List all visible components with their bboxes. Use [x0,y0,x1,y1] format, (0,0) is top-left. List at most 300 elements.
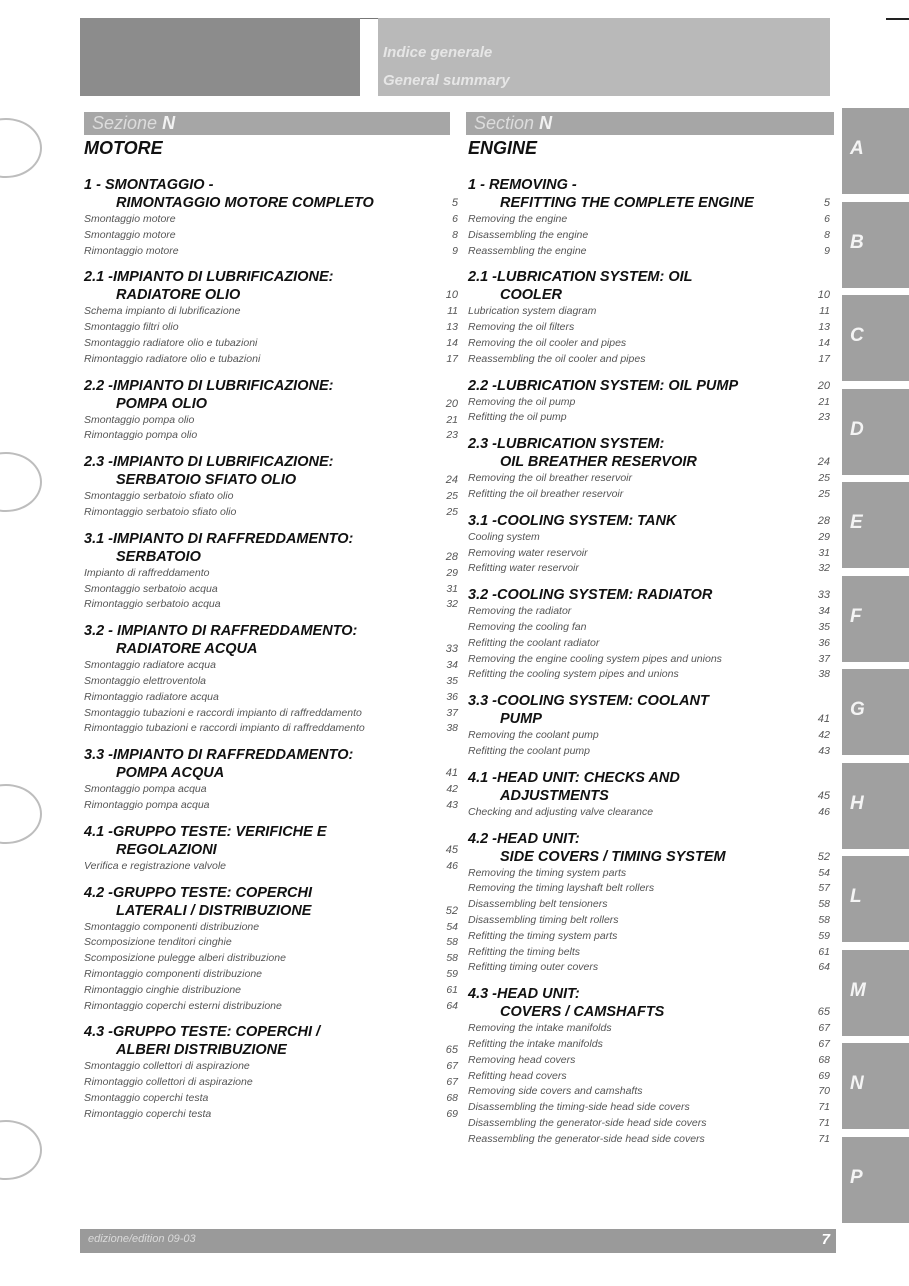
entry-page-number: 61 [818,945,830,958]
entry-title: Removing the timing layshaft belt rollers [468,882,655,895]
entry-title: Removing the oil filters [468,321,575,334]
chapter-page-number: 20 [817,379,830,392]
footer-bar [80,1229,836,1253]
toc-chapter [468,769,830,821]
chapter-page-number: 24 [817,456,830,469]
section-tab-b[interactable] [842,202,909,288]
chapter-title-line1: 2.3 -LUBRICATION SYSTEM: [468,436,665,453]
entry-title: Removing the intake manifolds [468,1022,612,1035]
binder-hole [0,452,42,512]
chapter-title-line1: 4.3 -GRUPPO TESTE: COPERCHI / [84,1024,321,1041]
toc-entry[interactable] [468,866,830,882]
entry-page-number: 58 [818,913,830,926]
toc-entry[interactable] [84,798,458,814]
entry-title: Removing side covers and camshafts [468,1085,643,1098]
chapter-heading[interactable] [84,268,458,304]
entry-page-number: 21 [818,395,830,408]
toc-entry[interactable] [468,913,830,929]
chapter-title-line2: LATERALI / DISTRIBUZIONE [116,902,312,919]
entry-title: Rimontaggio pompa acqua [84,798,210,811]
toc-entry[interactable] [84,212,458,228]
entry-page-number: 11 [447,305,458,318]
entry-title: Scomposizione pulegge alberi distribuzione [84,952,286,965]
page-number: 7 [821,1231,830,1248]
chapter-page-number: 24 [445,474,458,487]
section-tab-n[interactable] [842,1043,909,1129]
entry-page-number: 37 [446,706,458,719]
section-letter-italian: N [162,113,176,133]
section-bar-english [466,112,834,135]
chapter-title-line2: ADJUSTMENTS [500,787,609,804]
entry-page-number: 21 [446,413,458,426]
section-tab-g[interactable] [842,669,909,755]
chapter-heading[interactable] [468,830,830,866]
entry-title: Smontaggio motore [84,228,176,241]
entry-page-number: 9 [824,244,830,257]
binder-hole [0,118,42,178]
toc-entry[interactable] [468,1132,830,1148]
chapter-heading[interactable] [468,512,830,530]
entry-page-number: 64 [818,961,830,974]
entry-page-number: 31 [818,546,830,559]
section-tab-m[interactable] [842,950,909,1036]
entry-page-number: 58 [446,936,458,949]
toc-entry[interactable] [84,582,458,598]
chapter-heading[interactable] [468,586,830,604]
section-tab-letter: G [850,699,865,720]
section-tab-letter: E [850,512,863,533]
entry-page-number: 17 [446,352,458,365]
toc-entry[interactable] [84,566,458,582]
entry-page-number: 14 [818,336,830,349]
toc-chapter [84,453,458,521]
chapter-page-number: 45 [817,789,830,802]
section-tab-letter: M [850,979,866,1001]
entry-title: Rimontaggio serbatoio sfiato olio [84,505,237,518]
toc-entry[interactable] [468,410,830,426]
entry-title: Smontaggio motore [84,213,176,225]
toc-entry[interactable] [84,983,458,999]
chapter-title-line2: OIL BREATHER RESERVOIR [500,454,697,471]
entry-page-number: 54 [446,920,458,933]
toc-entry[interactable] [84,244,458,260]
entry-page-number: 35 [446,674,458,687]
toc-chapter [468,692,830,760]
toc-entry[interactable] [84,920,458,936]
chapter-heading[interactable] [84,176,458,212]
entry-page-number: 25 [446,505,458,518]
entry-page-number: 43 [818,744,830,757]
chapter-title-line2: REFITTING THE COMPLETE ENGINE [500,195,754,211]
column-title-italian: MOTORE [84,138,163,158]
entry-title: Rimontaggio cinghie distribuzione [84,983,242,996]
entry-title: Verifica e registrazione valvole [84,859,227,872]
entry-page-number: 57 [818,882,830,895]
column-title-english: ENGINE [468,138,538,158]
toc-entry[interactable] [468,960,830,976]
chapter-heading[interactable] [468,692,830,728]
edition-label: edizione/edition 09-03 [88,1233,196,1245]
entry-title: Refitting the coolant pump [468,744,590,757]
entry-title: Smontaggio radiatore acqua [84,659,216,672]
header-title-italian: Indice generale [383,44,493,61]
entry-page-number: 25 [818,472,830,485]
toc-chapter [468,985,830,1147]
entry-title: Removing the coolant pump [468,729,599,742]
chapter-title-line2: POMPA OLIO [116,395,208,412]
toc-entry[interactable] [468,320,830,336]
toc-entry[interactable] [84,320,458,336]
chapter-heading[interactable] [468,377,830,395]
binder-hole [0,784,42,844]
toc-entry[interactable] [84,1059,458,1075]
toc-entry[interactable] [84,228,458,244]
toc-entry[interactable] [84,304,458,320]
section-tab-l[interactable] [842,856,909,942]
toc-entry[interactable] [84,1075,458,1091]
entry-page-number: 58 [818,898,830,911]
entry-page-number: 25 [818,487,830,500]
chapter-title-line2: ALBERI DISTRIBUZIONE [116,1042,287,1059]
entry-page-number: 29 [446,566,458,579]
toc-chapter [468,586,830,683]
chapter-title-line2: COOLER [500,287,563,304]
toc-entry[interactable] [468,1116,830,1132]
chapter-title-line1: 2.1 -IMPIANTO DI LUBRIFICAZIONE: [84,269,334,286]
entry-title: Removing water reservoir [468,546,588,559]
toc-chapter [468,830,830,977]
toc-entry[interactable] [468,728,830,744]
chapter-heading[interactable] [468,769,830,805]
chapter-heading[interactable] [84,823,458,859]
entry-page-number: 64 [446,999,458,1012]
toc-entry[interactable] [84,935,458,951]
entry-title: Smontaggio serbatoio sfiato olio [84,490,234,503]
entry-title: Smontaggio radiatore olio e tubazioni [84,336,258,349]
toc-entry[interactable] [84,674,458,690]
chapter-page-number: 20 [445,397,458,410]
entry-page-number: 32 [446,598,458,611]
toc-entry[interactable] [84,859,458,875]
toc-chapter [468,377,830,427]
toc-entry[interactable] [468,244,830,260]
entry-page-number: 37 [818,652,830,665]
entry-page-number: 29 [818,530,830,543]
toc-entry[interactable] [468,881,830,897]
entry-title: Refitting the coolant radiator [468,636,600,649]
entry-title: Removing the oil breather reservoir [468,472,632,485]
entry-title: Smontaggio pompa acqua [84,783,207,796]
entry-page-number: 68 [446,1091,458,1104]
toc-entry[interactable] [84,782,458,798]
toc-entry[interactable] [84,658,458,674]
toc-entry[interactable] [468,620,830,636]
chapter-heading[interactable] [84,1023,458,1059]
chapter-page-number: 45 [445,843,458,856]
toc-chapter [468,268,830,367]
section-label-italian: Sezione [92,113,158,133]
entry-title: Lubrication system diagram [468,305,597,318]
header-title-english: General summary [383,72,510,89]
chapter-title-line2: SIDE COVERS / TIMING SYSTEM [500,848,726,865]
section-tab-letter: H [850,792,864,814]
toc-entry[interactable] [84,999,458,1015]
entry-title: Rimontaggio radiatore olio e tubazioni [84,352,261,365]
entry-title: Rimontaggio componenti distribuzione [84,967,263,980]
entry-title: Impianto di raffreddamento [84,566,210,579]
toc-entry[interactable] [468,471,830,487]
toc-entry[interactable] [468,929,830,945]
toc-entry[interactable] [84,597,458,613]
chapter-page-number: 41 [445,767,458,780]
toc-entry[interactable] [84,336,458,352]
chapter-title-line1: 3.3 -IMPIANTO DI RAFFREDDAMENTO: [84,747,354,764]
toc-entry[interactable] [468,667,830,683]
entry-title: Smontaggio tubazioni e raccordi impianto di raffreddamento [84,706,362,719]
header-dark-block [80,18,360,96]
toc-chapter [84,377,458,445]
entry-page-number: 36 [818,636,830,649]
toc-entry[interactable] [84,721,458,737]
toc-entry[interactable] [468,636,830,652]
section-tab-letter: B [850,231,864,253]
chapter-page-number: 10 [817,289,830,302]
section-tab-letter: D [850,418,864,440]
entry-title: Refitting the timing belts [468,945,581,958]
chapter-heading[interactable] [84,453,458,489]
entry-title: Disassembling the timing-side head side covers [468,1101,690,1114]
entry-title: Rimontaggio serbatoio acqua [84,598,221,611]
toc-chapter [468,435,830,503]
entry-page-number: 34 [818,605,830,618]
entry-title: Smontaggio coperchi testa [84,1091,209,1104]
section-tab-c[interactable] [842,295,909,381]
chapter-title-line1: 3.1 -COOLING SYSTEM: TANK [468,512,677,529]
chapter-title-line1: 4.2 -HEAD UNIT: [468,830,580,847]
toc-chapter [84,176,458,259]
entry-page-number: 36 [446,690,458,703]
entry-page-number: 25 [446,490,458,503]
section-tab-letter: A [850,138,864,159]
entry-title: Checking and adjusting valve clearance [468,805,654,818]
chapter-title-line1: 4.1 -GRUPPO TESTE: VERIFICHE E [84,823,327,840]
entry-title: Reassembling the engine [468,244,587,257]
entry-page-number: 46 [446,859,458,872]
entry-title: Removing the engine [468,213,568,225]
toc-entry[interactable] [468,897,830,913]
toc-entry[interactable] [468,1053,830,1069]
entry-title: Refitting head covers [468,1069,567,1082]
toc-entry[interactable] [468,805,830,821]
entry-page-number: 35 [818,620,830,633]
toc-entry[interactable] [468,561,830,577]
chapter-title-line1: 1 - REMOVING - [468,177,577,193]
chapter-heading[interactable] [84,530,458,566]
entry-page-number: 31 [446,582,458,595]
entry-title: Reassembling the generator-side head side covers [468,1132,705,1145]
toc-entry[interactable] [84,1091,458,1107]
chapter-page-number: 65 [817,1006,830,1019]
entry-title: Disassembling belt tensioners [468,898,608,911]
chapter-title-line1: 2.1 -LUBRICATION SYSTEM: OIL [468,269,693,286]
chapter-title-line1: 2.2 -LUBRICATION SYSTEM: OIL PUMP [468,377,739,394]
entry-title: Refitting the cooling system pipes and unions [468,668,679,681]
entry-page-number: 13 [446,321,458,334]
entry-title: Schema impianto di lubrificazione [84,305,241,318]
section-tab-p[interactable] [842,1137,909,1223]
entry-page-number: 59 [446,967,458,980]
entry-page-number: 71 [818,1101,830,1114]
chapter-title-line2: COVERS / CAMSHAFTS [500,1004,665,1021]
entry-page-number: 14 [446,336,458,349]
entry-title: Cooling system [468,530,540,543]
entry-title: Refitting the intake manifolds [468,1037,603,1050]
entry-page-number: 13 [818,321,830,334]
toc-entry[interactable] [84,352,458,368]
entry-page-number: 69 [446,1107,458,1120]
entry-title: Rimontaggio radiatore acqua [84,690,219,703]
chapter-page-number: 5 [451,197,458,209]
toc-chapter [468,512,830,577]
toc-column-english [468,138,830,1156]
entry-title: Removing the engine cooling system pipes and unions [468,652,722,665]
toc-entry[interactable] [468,1037,830,1053]
chapter-title-line1: 3.2 - IMPIANTO DI RAFFREDDAMENTO: [84,623,358,640]
entry-title: Rimontaggio coperchi esterni distribuzione [84,999,282,1012]
entry-page-number: 69 [818,1069,830,1082]
entry-page-number: 59 [818,929,830,942]
entry-title: Refitting water reservoir [468,562,579,575]
section-label-english: Section [474,113,535,133]
toc-entry[interactable] [84,951,458,967]
toc-entry[interactable] [84,505,458,521]
toc-entry[interactable] [84,489,458,505]
entry-title: Refitting the oil breather reservoir [468,487,624,500]
entry-title: Reassembling the oil cooler and pipes [468,352,646,365]
toc-entry[interactable] [468,304,830,320]
toc-entry[interactable] [468,352,830,368]
section-tab-d[interactable] [842,389,909,475]
toc-entry[interactable] [84,690,458,706]
binder-hole [0,1120,42,1180]
entry-page-number: 8 [452,228,458,241]
toc-entry[interactable] [468,945,830,961]
toc-entry[interactable] [84,1107,458,1123]
toc-entry[interactable] [468,546,830,562]
chapter-title-line1: 2.2 -IMPIANTO DI LUBRIFICAZIONE: [84,377,334,394]
entry-page-number: 11 [819,305,830,318]
chapter-heading[interactable] [84,746,458,782]
entry-page-number: 9 [452,244,458,257]
entry-page-number: 67 [818,1022,830,1035]
chapter-heading[interactable] [468,435,830,471]
entry-title: Refitting the oil pump [468,411,567,424]
toc-entry[interactable] [468,1069,830,1085]
toc-chapter [84,268,458,367]
chapter-heading[interactable] [84,622,458,658]
section-tab-a[interactable] [842,108,909,194]
entry-title: Removing the cooling fan [468,620,587,633]
toc-entry[interactable] [468,1084,830,1100]
chapter-title-line1: 4.2 -GRUPPO TESTE: COPERCHI [84,884,313,901]
entry-page-number: 61 [446,983,458,996]
toc-entry[interactable] [468,336,830,352]
toc-entry[interactable] [468,1021,830,1037]
entry-page-number: 38 [818,668,830,681]
toc-entry[interactable] [468,530,830,546]
entry-title: Disassembling timing belt rollers [468,913,619,926]
chapter-heading[interactable] [468,985,830,1021]
toc-chapter [84,1023,458,1122]
chapter-title-line1: 3.1 -IMPIANTO DI RAFFREDDAMENTO: [84,530,354,547]
entry-page-number: 71 [818,1116,830,1129]
toc-entry[interactable] [84,967,458,983]
chapter-heading[interactable] [84,377,458,413]
entry-title: Smontaggio serbatoio acqua [84,582,218,595]
toc-chapter [84,530,458,613]
entry-page-number: 17 [818,352,830,365]
entry-page-number: 67 [446,1076,458,1089]
toc-entry[interactable] [468,487,830,503]
chapter-page-number: 28 [817,514,830,527]
toc-entry[interactable] [468,1100,830,1116]
section-tab-f[interactable] [842,576,909,662]
section-tab-h[interactable] [842,763,909,849]
toc-entry[interactable] [84,706,458,722]
chapter-heading[interactable] [468,176,830,212]
toc-column-italian [84,138,458,1132]
chapter-heading[interactable] [84,884,458,920]
section-tab-e[interactable] [842,482,909,568]
chapter-page-number: 33 [817,589,830,602]
toc-entry[interactable] [84,428,458,444]
toc-entry[interactable] [468,604,830,620]
toc-chapter [468,176,830,259]
entry-title: Smontaggio pompa olio [84,413,195,426]
chapter-page-number: 33 [445,643,458,656]
entry-title: Smontaggio filtri olio [84,321,179,334]
section-bar-italian [84,112,450,135]
chapter-title-line1: 4.3 -HEAD UNIT: [468,986,580,1003]
entry-title: Disassembling the engine [468,228,589,241]
entry-title: Removing the oil cooler and pipes [468,336,627,349]
chapter-title-line2: PUMP [500,711,542,728]
toc-entry[interactable] [468,395,830,411]
toc-entry[interactable] [84,413,458,429]
entry-page-number: 46 [818,805,830,818]
chapter-title-line2: RADIATORE ACQUA [116,641,258,658]
section-tab-letter: C [850,325,864,346]
toc-chapter [84,823,458,875]
chapter-title-line1: 3.3 -COOLING SYSTEM: COOLANT [468,693,709,710]
chapter-heading[interactable] [468,268,830,304]
toc-entry[interactable] [468,212,830,228]
chapter-page-number: 10 [445,289,458,302]
entry-title: Rimontaggio coperchi testa [84,1107,212,1120]
toc-chapter [84,622,458,737]
toc-entry[interactable] [468,744,830,760]
toc-chapter [84,746,458,814]
entry-page-number: 70 [818,1085,830,1098]
toc-entry[interactable] [468,652,830,668]
entry-title: Refitting timing outer covers [468,961,599,974]
entry-page-number: 42 [446,783,458,796]
chapter-title-line1: 4.1 -HEAD UNIT: CHECKS AND [468,769,680,786]
toc-entry[interactable] [468,228,830,244]
chapter-page-number: 5 [823,197,830,209]
chapter-title-line2: REGOLAZIONI [116,841,217,858]
chapter-title-line1: 1 - SMONTAGGIO - [84,177,214,193]
